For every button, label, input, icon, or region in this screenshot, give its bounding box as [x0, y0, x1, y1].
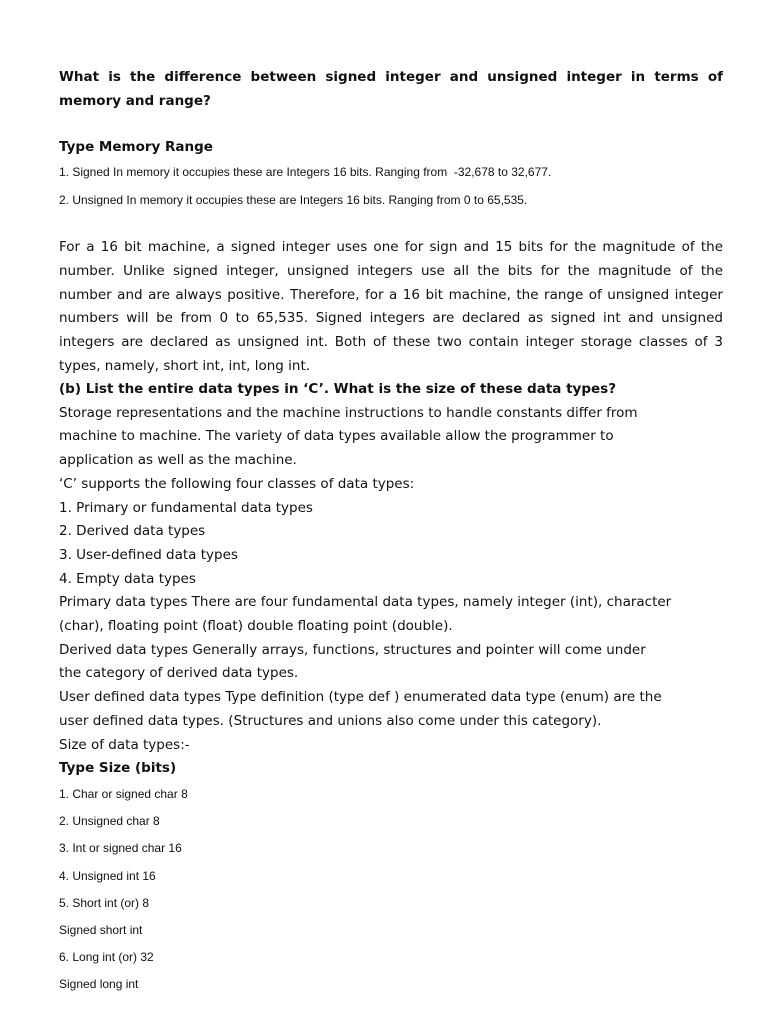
size-row: 5. Short int (or) 8 — [59, 895, 150, 910]
question-b-heading: (b) List the entire data types in ‘C’. What is the size of these data types? — [59, 381, 617, 397]
list-item: 2. Derived data types — [59, 523, 206, 540]
explanation-paragraph: For a 16 bit machine, a signed integer uses one for sign and 15 bits for the magnitude of the number. Unlike signed integer, unsigned integers use all the bits for the magnitude of the number and are always positive. Therefore, for a 16 bit machine, the range of unsigned integer numbers will be from 0 to 65,535. Signed integers are declared as signed int and unsigned integers are declared as unsigned int. Both of these two contain integer storage classes of 3 types, namely, short int, int, long int. — [59, 239, 723, 374]
text-line: Storage representations and the machine instructions to handle constants differ from — [59, 404, 638, 421]
table-header: Type Memory Range — [59, 139, 213, 155]
table-row-unsigned: 2. Unsigned In memory it occupies these are Integers 16 bits. Ranging from 0 to 65,535. — [59, 193, 528, 207]
size-row: 1. Char or signed char 8 — [59, 787, 188, 801]
text-line: Size of data types:- — [59, 736, 190, 753]
text-line: application as well as the machine. — [59, 452, 297, 469]
text-line: machine to machine. The variety of data types available allow the programmer to — [59, 428, 614, 445]
size-row: Signed long int — [59, 977, 139, 992]
text-line: the category of derived data types. — [59, 665, 299, 682]
text-line: ‘C’ supports the following four classes of data types: — [59, 475, 415, 492]
size-row: 3. Int or signed char 16 — [59, 841, 182, 856]
text-line: Derived data types Generally arrays, functions, structures and pointer will come under — [59, 641, 646, 658]
text-line: User defined data types Type definition (type def ) enumerated data type (enum) are the — [59, 689, 662, 706]
text-line: Primary data types There are four fundamental data types, namely integer (int), character — [59, 594, 672, 611]
data-types-section — [59, 378, 671, 781]
size-row: 2. Unsigned char 8 — [59, 814, 160, 829]
list-item: 4. Empty data types — [59, 570, 196, 587]
list-item: 3. User-defined data types — [59, 546, 238, 563]
size-row: Signed short int — [59, 922, 143, 937]
size-row: 6. Long int (or) 32 — [59, 950, 154, 965]
table-row-signed: 1. Signed In memory it occupies these are Integers 16 bits. Ranging from -32,678 to 32,677. — [59, 165, 552, 179]
size-table — [59, 786, 188, 1004]
question-heading: What is the difference between signed integer and unsigned integer in terms of memory and range? — [59, 69, 723, 109]
size-table-header: Type Size (bits) — [59, 760, 177, 777]
list-item: 1. Primary or fundamental data types — [59, 499, 313, 516]
text-line: (char), floating point (float) double floating point (double). — [59, 618, 453, 635]
text-line: user defined data types. (Structures and unions also come under this category). — [59, 712, 602, 729]
size-row: 4. Unsigned int 16 — [59, 868, 156, 883]
